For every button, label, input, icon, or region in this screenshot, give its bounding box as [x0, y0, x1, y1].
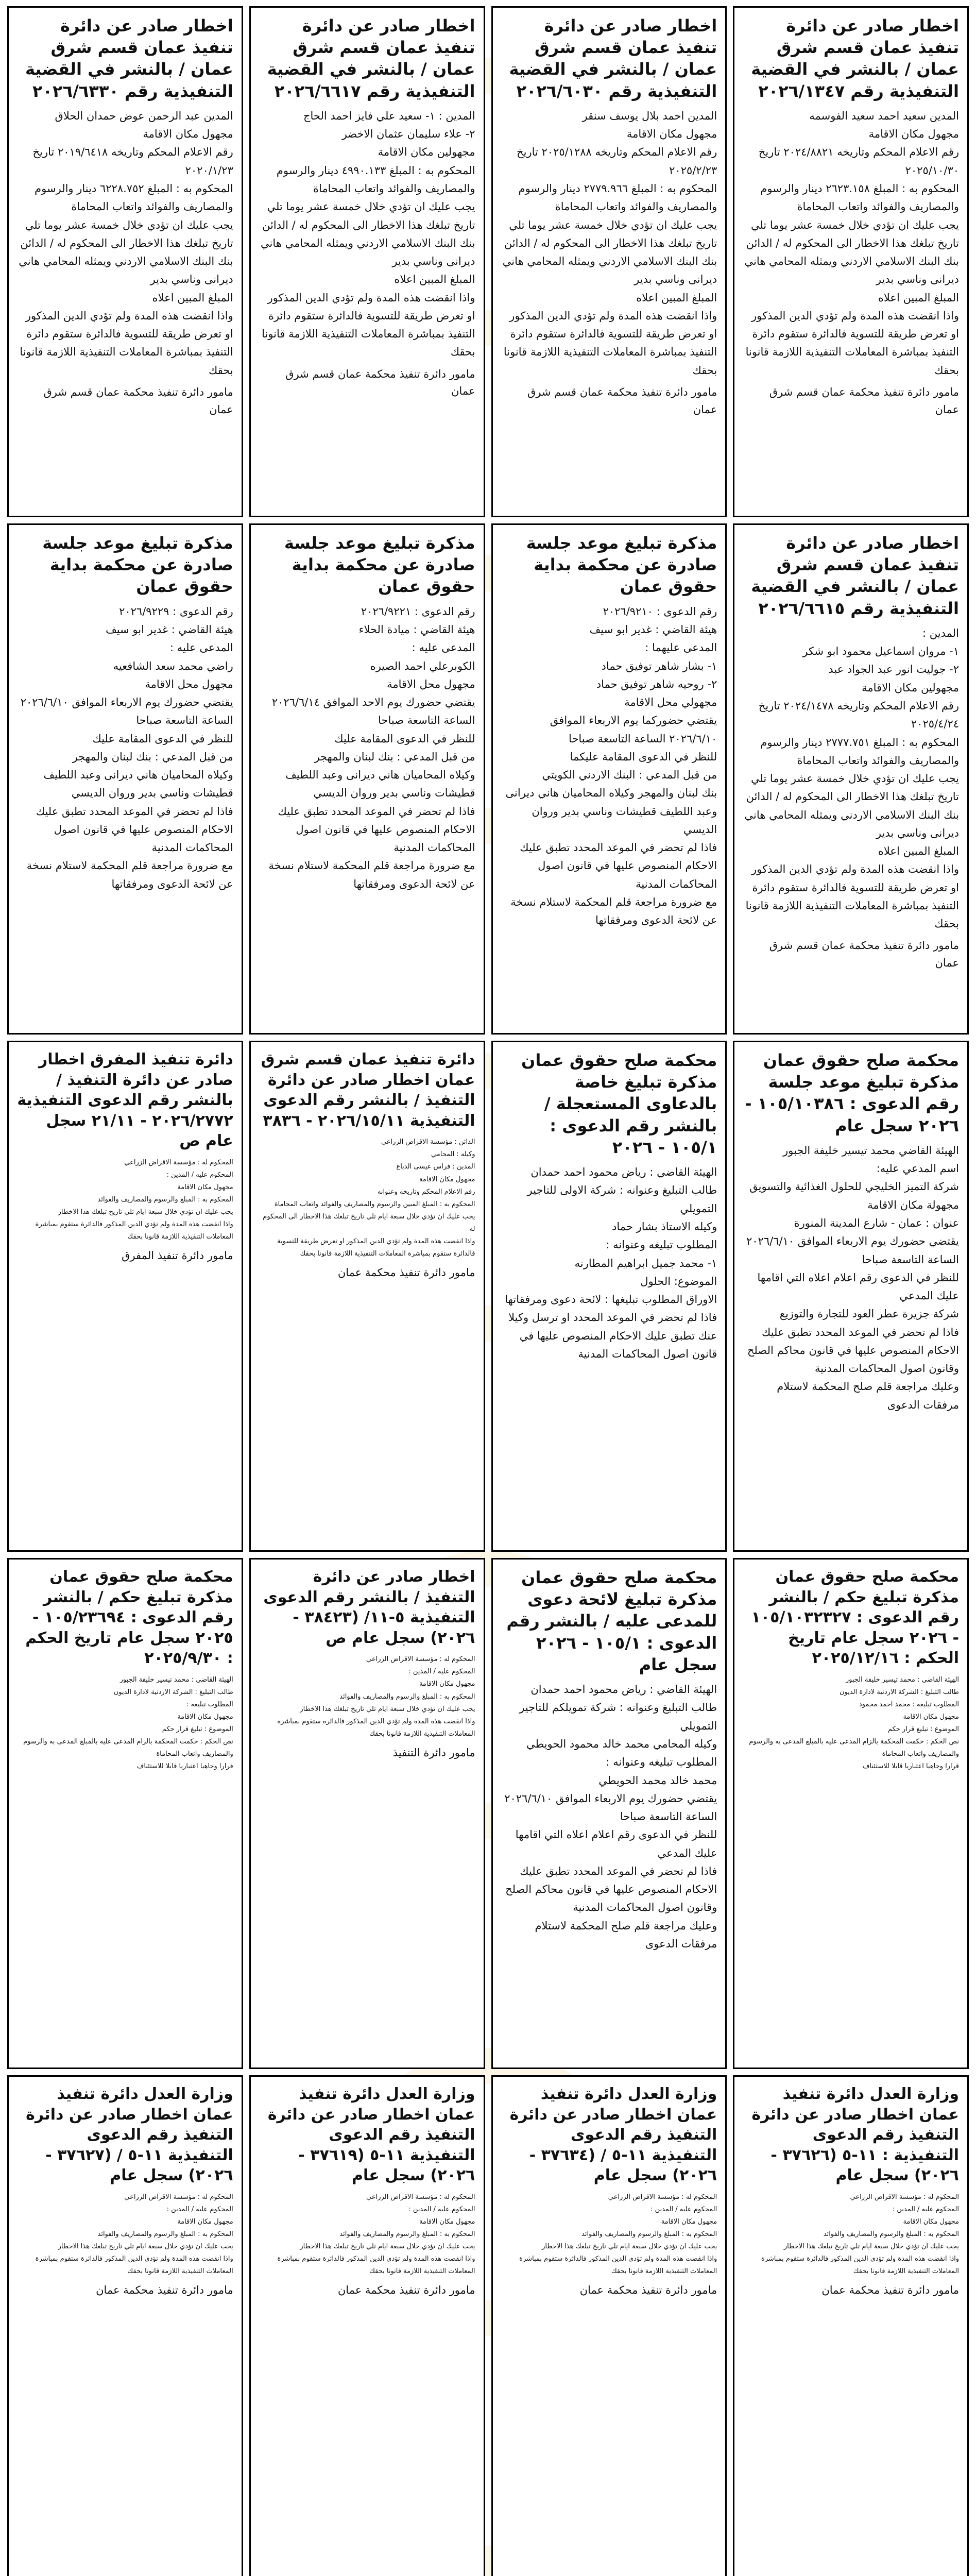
notice-body — [259, 1136, 475, 1260]
notice-title: اخطار صادر عن دائرة تنفيذ عمان قسم شرق عمان / بالنشر في القضية التنفيذية رقم ٢٠٢٦/٦٦١٧ — [267, 16, 475, 101]
notice-line: المحكوم عليه / المدين : — [166, 1171, 233, 1179]
notice-line: مع ضرورة مراجعة قلم المحكمة لاستلام نسخة عن لائحة الدعوى ومرفقاتها — [26, 859, 233, 890]
notice-card — [7, 523, 243, 1035]
notice-line: وعليك مراجعة قلم صلح المحكمة لاستلام مرفقات الدعوى — [535, 1919, 717, 1950]
notice-signature: مامور دائرة تنفيذ المفرق — [122, 1249, 233, 1262]
notice-card — [249, 523, 485, 1035]
notice-line: وكيله الاستاذ بشار حماد — [612, 1220, 717, 1233]
notice-card — [491, 6, 727, 517]
notice-line: المطلوب تبليغه وعنوانه : — [606, 1756, 717, 1769]
notice-line: المبلغ المبين اعلاه — [152, 291, 233, 304]
notice-line: المحكوم به : المبلغ ٢٦٢٣.١٥٨ دينار والرسوم والمصاريف والفوائد واتعاب المحاماة — [760, 182, 959, 213]
notice-line: يجب عليك ان تؤدي خلال خمسة عشر يوما تلي تاريخ تبلغك هذا الاخطار الى المحكوم له / الدائن — [20, 218, 233, 249]
notice-card — [733, 523, 969, 1035]
notice-line: المحكوم به : المبلغ ٦٢٢٨.٧٥٢ دينار والرسوم والمصاريف والفوائد واتعاب المحاماة — [35, 182, 233, 213]
notice-body — [259, 603, 475, 893]
notice-signature: مامور دائرة تنفيذ محكمة عمان — [579, 2284, 717, 2297]
notice-line: يقتضي حضوركما يوم الاربعاء الموافق ٢٠٢٦/٦/١٠ الساعة التاسعة صباحا — [550, 714, 717, 745]
notice-line: بنك البنك الاسلامي الاردني ويمثله المحامي هاني ديرانى وناسي بدير — [744, 255, 959, 286]
notice-line: وعليك مراجعة قلم صلح المحكمة لاستلام مرفقات الدعوى — [777, 1380, 959, 1411]
notice-line: يجب عليك ان تؤدي خلال سبعة ايام تلي تاريخ تبلغك هذا الاخطار — [58, 1208, 233, 1216]
notice-title: محكمة صلح حقوق عمان مذكرة تبليغ حكم / بالنشر رقم الدعوى : ١٠٥/١٠٣٢٣٢٧ - ٢٠٢٦ سجل عام تاريخ الحكم : ٢٠٢٥/١٢/١٦ — [751, 1568, 959, 1668]
notice-body — [501, 2191, 717, 2278]
notice-line: مجهول مكان الاقامة — [177, 1713, 233, 1721]
notice-title: دائرة تنفيذ عمان قسم شرق عمان اخطار صادر عن دائرة التنفيذ / بالنشر رقم الدعوى التنفيذية ٢٠٢٦/١٥/١١ - ٣٨٣٦ — [261, 1050, 475, 1130]
notice-line: بنك البنك الاسلامي الاردني ويمثله المحامي هاني ديرانى وناسي بدير — [19, 255, 233, 286]
notice-line: المحكوم به : المبلغ والرسوم والمصاريف والفوائد — [97, 2230, 233, 2239]
notice-card — [733, 1041, 969, 1552]
notice-line: للنظر في الدعوى المقامة عليك — [334, 732, 475, 745]
notice-line: مجهول مكان الاقامة — [419, 2218, 475, 2226]
notice-line: فاذا لم تحضر في الموعد المحدد تطبق عليك الاحكام المنصوص عليها في قانون محاكم الصلح وقانون اصول المحاكمات المدنية — [747, 1326, 959, 1375]
notice-line: المبلغ المبين اعلاه — [636, 291, 717, 304]
notice-line: مجهولين مكان الاقامة — [862, 681, 959, 694]
notice-line: واذا انقضت هذه المدة ولم تؤدي الدين المذكور او تعرض طريقة للتسوية فالدائرة ستقوم دائرة التنفيذ بمباشرة المعاملات التنفيذية اللازمة قانونا بحقك — [20, 309, 233, 377]
notice-body — [743, 107, 959, 380]
notice-line: راضي محمد سعد الشافعيه — [113, 659, 233, 672]
notice-title: مذكرة تبليغ موعد جلسة صادرة عن محكمة بداية حقوق عمان — [42, 533, 233, 597]
notice-line: الهيئة القاضي محمد تيسير خليفة الجبور — [783, 1144, 959, 1157]
notice-line: المدين عبد الرحمن عوض حمدان الحلاق — [55, 109, 233, 122]
notice-line: ٢- روحيه شاهر توفيق حماد — [596, 677, 717, 690]
notice-line: المدين سعيد احمد سعيد الفوسمه — [809, 109, 959, 122]
notice-card — [249, 1041, 485, 1552]
notice-line: ٢- علاء سليمان عثمان الاخضر — [341, 128, 475, 141]
notice-line: قرارا وجاهيا اعتباريا قابلا للاستئناف — [136, 1762, 233, 1771]
notice-title: اخطار صادر عن دائرة التنفيذ / بالنشر رقم الدعوى التنفيذية ٥-١١/ (٣٨٤٢٣ - ٢٠٢٦) سجل عام ص — [263, 1568, 475, 1647]
notice-line: المحكوم عليه / المدين : — [650, 2206, 717, 2214]
notice-line: مجهول مكان الاقامة — [419, 1175, 475, 1183]
notice-line: المحكوم به : المبلغ ٢٧٧٩.٩٦٦ دينار والرسوم والمصاريف والفوائد واتعاب المحاماة — [518, 182, 717, 213]
notice-line: المبلغ المبين اعلاه — [878, 291, 959, 304]
notice-line: بنك البنك الاسلامي الاردني ويمثله المحامي هاني ديرانى وناسي بدير — [744, 808, 959, 839]
notice-line: المبلغ المبين اعلاه — [878, 845, 959, 858]
notice-line: يجب عليك ان تؤدي خلال خمسة عشر يوما تلي تاريخ تبلغك هذا الاخطار الى المحكوم له / الدائن — [746, 218, 959, 249]
notice-signature: مامور دائرة تنفيذ محكمة عمان — [96, 2284, 233, 2297]
notice-line: مجهول مكان الاقامة — [626, 128, 717, 141]
notice-line: من قبل المدعي : بنك لبنان والمهجر — [314, 750, 475, 763]
notice-line: المحكوم به : المبلغ والرسوم والمصاريف والفوائد — [581, 2230, 717, 2239]
notice-line: رقم الاعلام المحكم وتاريخه وعنوانه — [377, 1188, 475, 1196]
notice-signature: مامور دائرة تنفيذ محكمة عمان قسم شرق عمان — [527, 385, 717, 416]
notice-line: واذا انقضت هذه المدة ولم تؤدي الدين المذكور فالدائرة ستقوم بمباشرة المعاملات التنفيذية اللازمة قانونا بحقك — [277, 2255, 475, 2276]
notice-title: وزارة العدل دائرة تنفيذ عمان اخطار صادر عن دائرة التنفيذ رقم الدعوى التنفيذية : ١١-٥ (٣٧٦٢٦ - ٢٠٢٦) سجل عام — [751, 2085, 959, 2185]
notice-body — [259, 107, 475, 362]
notice-line: وكيلاه المحاميان هاني ديرانى وعبد اللطيف قطيشات وناسي بدير وروان الديسي — [43, 769, 233, 800]
notice-line: يقتضي حضورك يوم الاربعاء الموافق ٢٠٢٦/٦/١٠ الساعة التاسعة صباحا — [20, 696, 233, 727]
notice-line: بنك البنك الاسلامي الاردني ويمثله المحامي هاني ديرانى وناسي بدير — [261, 236, 475, 268]
notice-title: محكمة صلح حقوق عمان مذكرة تبليغ لائحة دعوى للمدعى عليه / بالنشر رقم الدعوى : ١٠٥/١ - ٢٠٢٦ سجل عام — [506, 1568, 717, 1674]
notice-card — [491, 1041, 727, 1552]
notice-line: هيئة القاضي : غدير ابو سيف — [589, 623, 717, 636]
notice-line: يجب عليك ان تؤدي خلال سبعة ايام تلي تاريخ تبلغك هذا الاخطار الى المحكوم له — [263, 1212, 475, 1233]
notice-line: الهيئة القاضي : رياض محمود احمد حمدان — [530, 1166, 717, 1179]
notice-line: الاوراق المطلوب تبليغها : لائحة دعوى ومرفقاتها — [505, 1293, 717, 1306]
notice-card — [249, 1558, 485, 2069]
notice-line: مع ضرورة مراجعة قلم المحكمة لاستلام نسخة عن لائحة الدعوى ومرفقاتها — [510, 895, 717, 927]
notice-line: شركة جزيرة عطر العود للتجارة والتوزيع — [779, 1308, 959, 1320]
notice-card — [249, 6, 485, 517]
notice-body — [17, 1157, 233, 1243]
notice-line: من قبل المدعي : البنك الاردني الكويتي — [542, 769, 717, 782]
notice-body — [743, 2191, 959, 2278]
notice-line: واذا انقضت هذه المدة ولم تؤدي الدين المذكور فالدائرة ستقوم بمباشرة المعاملات التنفيذية اللازمة قانونا بحقك — [519, 2255, 717, 2276]
notice-body — [259, 2191, 475, 2278]
notice-line: يجب عليك ان تؤدي خلال خمسة عشر يوما تلي تاريخ تبلغك هذا الاخطار الى المحكوم له / الدائن — [262, 200, 475, 231]
notice-line: رقم الدعوى : ٢٠٢٦/٩٢٢٩ — [119, 605, 233, 618]
notice-line: الهيئة القاضي : محمد تيسير خليفة الجبور — [845, 1675, 959, 1684]
notice-line: الدائن : مؤسسة الاقراض الزراعي — [381, 1138, 475, 1146]
notice-line: الموضوع : تبليغ قرار حكم — [887, 1725, 959, 1734]
notice-line: مجهولين مكان الاقامة — [378, 146, 475, 159]
notice-line: المحكوم عليه / المدين : — [892, 2206, 959, 2214]
notice-card — [249, 2075, 485, 2576]
notice-line: نص الحكم : حكمت المحكمة بالزام المدعى عليه بالمبلغ المدعى به والرسوم والمصاريف واتعاب المحاماة — [23, 1738, 233, 1758]
notice-line: قرارا وجاهيا اعتباريا قابلا للاستئناف — [863, 1762, 959, 1771]
notice-line: المحكوم به : المبلغ ٤٩٩٠.١٣٣ دينار والرسوم والمصاريف والفوائد واتعاب المحاماة — [276, 164, 475, 195]
notice-line: رقم الاعلام المحكم وتاريخه ٢٠١٩/٦٤١٨ تاريخ ٢٠٢٠/١/٢٣ — [32, 146, 233, 177]
notice-line: طالب التبليغ وعنوانه : شركة الاولى للتاجير التمويلي — [527, 1184, 717, 1215]
notice-body — [743, 1142, 959, 1414]
notice-line: المحكوم عليه / المدين : — [166, 2206, 233, 2214]
notice-signature: مامور دائرة التنفيذ — [392, 1746, 475, 1759]
notice-line: مجهول مكان الاقامة — [177, 1183, 233, 1192]
notice-line: رقم الاعلام المحكم وتاريخه ٢٠٢٤/٨٨٢١ تاريخ ٢٠٢٥/١٠/٣٠ — [758, 146, 959, 177]
notice-body — [17, 603, 233, 893]
notice-line: يجب عليك ان تؤدي خلال خمسة عشر يوما تلي تاريخ تبلغك هذا الاخطار الى المحكوم له / الدائن — [504, 218, 717, 249]
notice-line: المطلوب تبليغه : — [186, 1701, 233, 1709]
notice-line: يجب عليك ان تؤدي خلال سبعة ايام تلي تاريخ تبلغك هذا الاخطار — [58, 2243, 233, 2251]
notice-line: المحكوم به : المبلغ والرسوم والمصاريف والفوائد — [823, 2230, 959, 2239]
notice-line: للنظر في الدعوى المقامة عليكما — [570, 750, 717, 763]
notice-line: مجهولة مكان الاقامة — [867, 1198, 959, 1211]
notice-line: مع ضرورة مراجعة قلم المحكمة لاستلام نسخة عن لائحة الدعوى ومرفقاتها — [268, 859, 475, 890]
notice-line: الموضوع : تبليغ قرار حكم — [162, 1725, 233, 1734]
notice-line: واذا انقضت هذه المدة ولم تؤدي الدين المذكور فالدائرة ستقوم بمباشرة المعاملات التنفيذية اللازمة قانونا بحقك — [35, 1221, 233, 1241]
notice-line: مجهول مكان الاقامة — [661, 2218, 717, 2226]
notice-line: مجهول مكان الاقامة — [903, 1713, 959, 1721]
notice-body — [501, 603, 717, 930]
notice-line: عنوان : عمان - شارع المدينة المنورة — [794, 1217, 959, 1229]
notice-line: الموضوع: الحلول — [640, 1275, 717, 1287]
notice-card — [491, 523, 727, 1035]
notice-line: يجب عليك ان تؤدي خلال سبعة ايام تلي تاريخ تبلغك هذا الاخطار — [300, 2243, 475, 2251]
notice-line: واذا انقضت هذه المدة ولم تؤدي الدين المذكور فالدائرة ستقوم بمباشرة المعاملات التنفيذية اللازمة قانونا بحقك — [277, 1717, 475, 1738]
notice-line: مجهول مكان الاقامة — [143, 128, 233, 141]
notice-line: واذا انقضت هذه المدة ولم تؤدي الدين المذكور او تعرض طريقة للتسوية فالدائرة ستقوم دائرة التنفيذ بمباشرة المعاملات التنفيذية اللازمة قانونا بحقك — [745, 309, 959, 377]
notice-card — [733, 2075, 969, 2576]
notice-line: رقم الدعوى : ٢٠٢٦/٩٢١٠ — [603, 605, 717, 618]
notice-line: شركة التميز الخليجي للحلول الغذائية والتسويق — [749, 1180, 959, 1193]
notice-line: وكيله : المحامي — [431, 1150, 475, 1159]
notice-body — [17, 2191, 233, 2278]
notice-line: مجهول مكان الاقامة — [868, 128, 959, 141]
notice-card — [7, 2075, 243, 2576]
notice-title: وزارة العدل دائرة تنفيذ عمان اخطار صادر عن دائرة التنفيذ رقم الدعوى التنفيذية ١١-٥ / (٣٧٦٢٧ - ٢٠٢٦) سجل عام — [26, 2085, 233, 2185]
notice-line: طالب التبليغ وعنوانه : شركة تمويلكم للتاجير التمويلي — [519, 1701, 717, 1732]
notice-line: يجب عليك ان تؤدي خلال خمسة عشر يوما تلي تاريخ تبلغك هذا الاخطار الى المحكوم له / الدائن — [746, 772, 959, 803]
notice-line: اسم المدعي عليه: — [876, 1162, 959, 1175]
notice-line: فاذا لم تحضر في الموعد المحدد تطبق عليك الاحكام المنصوص عليها في قانون اصول المحاكمات المدنية — [520, 841, 717, 890]
notice-line: المحكوم له : مؤسسة الاقراض الزراعي — [366, 2193, 475, 2201]
notice-line: يقتضي حضورك يوم الاربعاء الموافق ٢٠٢٦/٦/١٠ الساعة التاسعة صباحا — [746, 1235, 959, 1266]
notice-line: المحكوم له : مؤسسة الاقراض الزراعي — [124, 2193, 233, 2201]
notice-line: المحكوم به : المبلغ والرسوم والمصاريف والفوائد — [339, 2230, 475, 2239]
notice-card — [733, 6, 969, 517]
notice-line: فاذا لم تحضر في الموعد المحدد تطبق عليك الاحكام المنصوص عليها في قانون محاكم الصلح وقانون اصول المحاكمات المدنية — [505, 1865, 717, 1914]
notice-card — [7, 6, 243, 517]
notice-body — [501, 1163, 717, 1363]
notice-line: من قبل المدعي : بنك لبنان والمهجر — [72, 750, 233, 763]
notice-line: المحكوم له : مؤسسة الاقراض الزراعي — [366, 1655, 475, 1664]
notice-line: المطلوب تبليغه وعنوانه : — [606, 1239, 717, 1251]
notice-line: محمد خالد محمد الحويطي — [598, 1774, 717, 1787]
notice-line: المحكوم له : مؤسسة الاقراض الزراعي — [608, 2193, 717, 2201]
notice-line: نص الحكم : حكمت المحكمة بالزام المدعى عليه بالمبلغ المدعى به والرسوم والمصاريف واتعاب المحاماة — [749, 1738, 959, 1758]
notice-title: وزارة العدل دائرة تنفيذ عمان اخطار صادر عن دائرة التنفيذ رقم الدعوى التنفيذية ١١-٥ / (٣٧٦٣٤ - ٢٠٢٦) سجل عام — [509, 2085, 717, 2185]
notice-line: المحكوم عليه / المدين : — [408, 1668, 475, 1676]
notice-line: المحكوم له : مؤسسة الاقراض الزراعي — [124, 1158, 233, 1166]
notice-line: مجهولي محل الاقامة — [624, 696, 717, 709]
notice-line: يقتضي حضورك يوم الاحد الموافق ٢٠٢٦/٦/١٤ الساعة التاسعة صباحا — [271, 696, 475, 727]
notice-line: المدعى عليهما : — [645, 641, 717, 654]
notice-title: محكمة صلح حقوق عمان مذكرة تبليغ حكم / بالنشر رقم الدعوى : ١٠٥/٢٣٦٩٤ - ٢٠٢٥ سجل عام تاريخ الحكم : ٢٠٢٥/٩/٣٠ — [25, 1568, 233, 1668]
notice-card — [7, 1041, 243, 1552]
notice-card — [491, 2075, 727, 2576]
notice-line: رقم الاعلام المحكم وتاريخه ٢٠٢٤/١٤٧٨ تاريخ ٢٠٢٥/٤/٢٤ — [758, 700, 959, 731]
notice-line: للنظر في الدعوى المقامة عليك — [92, 732, 233, 745]
notice-line: المدعى عليه : — [412, 641, 475, 654]
notice-title: محكمة صلح حقوق عمان مذكرة تبليغ موعد جلسة رقم الدعوى : ١٠٥/١٠٣٨٦ - ٢٠٢٦ سجل عام — [745, 1050, 959, 1136]
notice-line: فاذا لم تحضر في الموعد المحدد تطبق عليك الاحكام المنصوص عليها في قانون اصول المحاكمات المدنية — [36, 805, 233, 854]
notice-line: المدين : — [922, 626, 959, 639]
notice-title: وزارة العدل دائرة تنفيذ عمان اخطار صادر عن دائرة التنفيذ رقم الدعوى التنفيذية ١١-٥ (٣٧٦١٩ - ٢٠٢٦) سجل عام — [267, 2085, 475, 2185]
notice-line: واذا انقضت هذه المدة ولم تؤدي الدين المذكور او تعرض طريقة للتسوية فالدائرة ستقوم دائرة التنفيذ بمباشرة المعاملات التنفيذية اللازمة قانونا بحقك — [503, 309, 717, 377]
notice-body — [743, 624, 959, 934]
notice-title: اخطار صادر عن دائرة تنفيذ عمان قسم شرق عمان / بالنشر في القضية التنفيذية رقم ٢٠٢٦/٦٦١٥ — [751, 533, 959, 618]
notice-title: اخطار صادر عن دائرة تنفيذ عمان قسم شرق عمان / بالنشر في القضية التنفيذية رقم ٢٠٢٦/٦٣٣٠ — [25, 16, 233, 101]
notice-line: مجهول مكان الاقامة — [903, 2218, 959, 2226]
notice-line: رقم الدعوى : ٢٠٢٦/٩٢٢١ — [361, 605, 475, 618]
notice-body — [501, 107, 717, 380]
notice-line: الهيئة القاضي : رياض محمود احمد حمدان — [530, 1683, 717, 1696]
notice-line: المحكوم به : المبلغ المبين والرسوم والمصاريف والفوائد واتعاب المحاماة — [274, 1200, 475, 1208]
notice-line: ١- بشار شاهر توفيق حماد — [601, 659, 717, 672]
notice-title: مذكرة تبليغ موعد جلسة صادرة عن محكمة بداية حقوق عمان — [284, 533, 475, 597]
notice-line: المحكوم له : مؤسسة الاقراض الزراعي — [850, 2193, 959, 2201]
notice-line: يقتضي حضورك يوم الاربعاء الموافق ٢٠٢٦/٦/١٠ الساعة التاسعة صباحا — [504, 1792, 717, 1823]
notice-line: مجهول مكان الاقامة — [419, 1680, 475, 1688]
notice-line: المحكوم عليه / المدين : — [408, 2206, 475, 2214]
notice-signature: مامور دائرة تنفيذ محكمة عمان — [821, 2284, 959, 2297]
notice-body — [17, 1674, 233, 1773]
notice-line: هيئة القاضي : ميادة الحلاء — [358, 623, 475, 636]
notice-line: المدعى عليه : — [169, 641, 233, 654]
notice-line: ١- مروان اسماعيل محمود ابو شكر — [802, 645, 959, 658]
notice-line: مجهول محل الاقامة — [387, 677, 475, 690]
notice-title: محكمة صلح حقوق عمان مذكرة تبليغ خاصة بالدعاوى المستعجلة / بالنشر رقم الدعوى : ١٠٥/١ - ٢٠٢٦ — [521, 1050, 717, 1157]
notice-line: وكيله المحامي محمد خالد محمود الحويطي — [526, 1737, 717, 1750]
notice-line: واذا انقضت هذه المدة ولم تؤدي الدين المذكور فالدائرة ستقوم بمباشرة المعاملات التنفيذية اللازمة قانونا بحقك — [35, 2255, 233, 2276]
notice-signature: مامور دائرة تنفيذ محكمة عمان قسم شرق عمان — [769, 385, 959, 416]
notices-grid — [7, 3, 969, 2576]
notice-line: المبلغ المبين اعلاه — [394, 273, 475, 286]
notice-line: يجب عليك ان تؤدي خلال سبعة ايام تلي تاريخ تبلغك هذا الاخطار — [783, 2243, 959, 2251]
notice-line: ١- محمد جميل ابراهيم المطارنه — [574, 1257, 717, 1269]
notice-signature: مامور دائرة تنفيذ محكمة عمان قسم شرق عمان — [285, 367, 475, 398]
notice-line: طالب التبليغ : الشركة الاردنية لادارة الديون — [113, 1688, 233, 1697]
notice-line: ٢- جوليت انور عبد الجواد عبد — [828, 663, 959, 676]
notice-body — [743, 1674, 959, 1773]
notice-line: بنك لبنان والمهجر وكيلاه المحاميان هاني ديرانى وعبد اللطيف قطيشات وناسي بدير وروان الديسي — [505, 787, 717, 836]
notice-line: المحكوم به : المبلغ والرسوم والمصاريف والفوائد — [97, 1196, 233, 1204]
notice-line: المطلوب تبليغه : محمد احمد محمود — [859, 1701, 959, 1709]
notice-title: مذكرة تبليغ موعد جلسة صادرة عن محكمة بداية حقوق عمان — [526, 533, 717, 597]
notice-line: للنظر في الدعوى رقم اعلام اعلاه التي اقامها عليك المدعي — [757, 1271, 959, 1302]
notice-signature: مامور دائرة تنفيذ محكمة عمان قسم شرق عمان — [43, 385, 233, 416]
notice-signature: مامور دائرة تنفيذ محكمة عمان قسم شرق عمان — [769, 939, 959, 970]
notice-card — [7, 1558, 243, 2069]
notice-line: مجهول محل الاقامة — [145, 677, 233, 690]
notice-body — [17, 107, 233, 380]
notice-title: دائرة تنفيذ المفرق اخطار صادر عن دائرة التنفيذ / بالنشر رقم الدعوى التنفيذية ٢٠٢٦/٢٧٧٢ - ٢١/١١ سجل عام ص — [17, 1050, 233, 1150]
notice-line: الهيئة القاضي : محمد تيسير خليفة الجبور — [119, 1675, 233, 1684]
notice-card — [491, 1558, 727, 2069]
notice-line: المدين احمد بلال يوسف سنقر — [582, 109, 717, 122]
notice-line: واذا انقضت هذه المدة ولم تؤدي الدين المذكور او تعرض طريقة للتسوية فالدائرة ستقوم دائرة التنفيذ بمباشرة المعاملات التنفيذية اللازمة قانونا بحقك — [262, 291, 475, 359]
notice-line: المدين : ١- سعيد علي فايز احمد الحاج — [303, 109, 475, 122]
notice-line: يجب عليك ان تؤدي خلال سبعة ايام تلي تاريخ تبلغك هذا الاخطار — [300, 1705, 475, 1713]
notice-title: اخطار صادر عن دائرة تنفيذ عمان قسم شرق عمان / بالنشر في القضية التنفيذية رقم ٢٠٢٦/١٣٤٧ — [751, 16, 959, 101]
notice-title: اخطار صادر عن دائرة تنفيذ عمان قسم شرق عمان / بالنشر في القضية التنفيذية رقم ٢٠٢٦/٦٠٣٠ — [509, 16, 717, 101]
notice-line: فاذا لم تحضر في الموعد المحدد او ترسل وكيلا عنك تطبق عليك الاحكام المنصوص عليها في قانون اصول المحاكمات المدنية — [508, 1311, 717, 1360]
notice-line: المدين : فراس عيسى الدباغ — [396, 1163, 475, 1171]
notice-line: مجهول مكان الاقامة — [177, 2218, 233, 2226]
notice-line: المحكوم به : المبلغ ٢٧٧٧.٧٥١ دينار والرسوم والمصاريف والفوائد واتعاب المحاماة — [760, 736, 959, 767]
notice-body — [259, 1653, 475, 1740]
notice-line: وكيلاه المحاميان هاني ديرانى وعبد اللطيف قطيشات وناسي بدير وروان الديسي — [285, 769, 475, 800]
notice-body — [501, 1681, 717, 1953]
notice-line: المحكوم به : المبلغ والرسوم والمصاريف والفوائد — [339, 1692, 475, 1701]
notice-line: فاذا لم تحضر في الموعد المحدد تطبق عليك الاحكام المنصوص عليها في قانون اصول المحاكمات المدنية — [278, 805, 475, 854]
notice-line: يجب عليك ان تؤدي خلال سبعة ايام تلي تاريخ تبلغك هذا الاخطار — [542, 2243, 717, 2251]
notice-line: طالب التبليغ : الشركة الاردنية لادارة الديون — [839, 1688, 959, 1697]
notice-line: للنظر في الدعوى رقم اعلام اعلاه التي اقامها عليك المدعي — [515, 1828, 717, 1859]
notice-line: واذا انقضت هذه المدة ولم تؤدي الدين المذكور او تعرض طريقة للتسوية فالدائرة ستقوم بمباشرة المعاملات التنفيذية اللازمة قانونا بحقك — [277, 1237, 475, 1258]
notice-signature: مامور دائرة تنفيذ محكمة عمان — [337, 2284, 475, 2297]
notice-line: بنك البنك الاسلامي الاردني ويمثله المحامي هاني ديرانى وناسي بدير — [502, 255, 717, 286]
notice-line: هيئة القاضي : غدير ابو سيف — [106, 623, 233, 636]
notice-line: الكوبرعلي احمد الصيره — [370, 659, 475, 672]
notice-line: واذا انقضت هذه المدة ولم تؤدي الدين المذكور او تعرض طريقة للتسوية فالدائرة ستقوم دائرة التنفيذ بمباشرة المعاملات التنفيذية اللازمة قانونا بحقك — [745, 863, 959, 930]
notice-card — [733, 1558, 969, 2069]
notice-line: واذا انقضت هذه المدة ولم تؤدي الدين المذكور فالدائرة ستقوم بمباشرة المعاملات التنفيذية اللازمة قانونا بحقك — [761, 2255, 959, 2276]
notice-signature: مامور دائرة تنفيذ محكمة عمان — [337, 1266, 475, 1279]
notice-line: رقم الاعلام المحكم وتاريخه ٢٠٢٥/١٢٨٨ تاريخ ٢٠٢٥/٢/٢٣ — [517, 146, 717, 177]
